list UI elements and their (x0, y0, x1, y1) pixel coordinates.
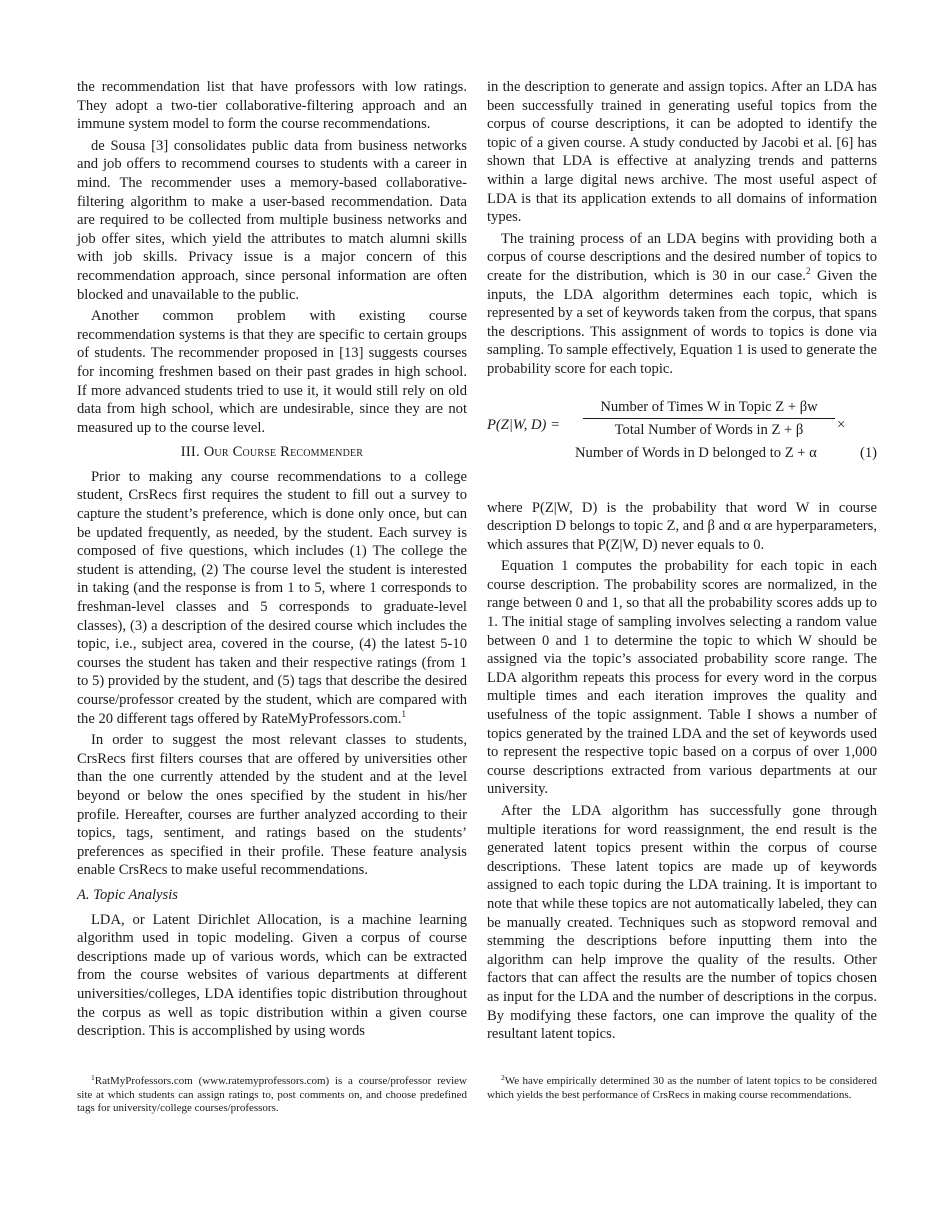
paragraph-text: Given the inputs, the LDA algorithm determines each topic, which is represented by a set of keywords taken from the corpus, that spans the descriptions. This assignment of words to topics is done via sampling. To sample effectively, Equation 1 is used to generate the probability score for each topic. (487, 267, 877, 377)
footnote-number: 1 (91, 1073, 95, 1082)
paragraph: Equation 1 computes the probability for each topic in each course description. The probability scores are normalized, in the range between 0 and 1, so that all the probability scores adds up to 1. The initial stage of sampling involves selecting a random value between 0 and 1 to determine the topic to which W should be assigned via the topic’s associated probability score range. The LDA algorithm repeats this process for every word in the corpus multiple times and each iteration improves the quality and usefulness of the topic assignment. Table I shows a number of topics generated by the trained LDA and the set of keywords used to represent the respective topic based on a corpus of over 1,000 course descriptions extracted from various departments at our university. (487, 558, 877, 798)
footnote-2 (487, 1075, 877, 1102)
paragraph: After the LDA algorithm has successfully gone through multiple iterations for word reassignment, the end result is the generated latent topics present within the corpus of course descriptions. These latent topics are made up of keywords assigned to each topic during the LDA training. It is important to note that while these topics are not automatically labeled, they can be manually created. Techniques such as stopword removal and stemming the descriptions before inputting them into the algorithm can help improve the quality of the results. Other factors that can affect the results are the number of topics chosen as input for the LDA and the number of descriptions in the corpus. By modifying these factors, one can improve the quality of the resultant latent topics. (487, 803, 877, 1043)
footnote-marker[interactable]: 2 (805, 265, 811, 276)
footnote-text: We have empirically determined 30 as the number of latent topics to be considered which yields the best performance of CrsRecs in making course recommendations. (487, 1075, 877, 1101)
fraction-bar (583, 418, 835, 419)
right-column (487, 78, 877, 1047)
left-column (77, 78, 467, 1044)
footnote-1 (77, 1075, 467, 1116)
subsection-heading: A. Topic Analysis (77, 886, 178, 903)
equation-second-line: Number of Words in D belonged to Z + α (575, 444, 817, 461)
equation-1 (487, 397, 877, 483)
footnote-marker[interactable]: 1 (401, 708, 406, 719)
section-heading (77, 443, 467, 462)
paragraph-text: Prior to making any course recommendations to a college student, CrsRecs first requires the student to fill out a survey to capture the student’s preference, which is done only once, but can be updated frequently, as needed, by the student. Each survey is composed of five questions, which includes (1) The college the student is attending, (2) The course level the student is interested in taking (and the response is from 1 to 5, where 1 corresponds to freshman-level classes and 5 corresponds to graduate-level classes), (3) a description of the desired course which includes the topic, i.e., subject area, covered in the course, (4) the latest 5-10 courses the student has taken and their respective ratings (from 1 to 5) provided by the student, and (5) tags that describe the desired course/professor created by the student, which are compared with the 20 different tags offered by RateMyProfessors.com. (77, 468, 467, 727)
paragraph: LDA, or Latent Dirichlet Allocation, is a machine learning algorithm used in topic modeling. Given a corpus of course descriptions made up of various words, which can be extracted from the course websites of various departments at different universities/colleges, LDA identifies topic distribution throughout the corpus as well as topic distribution within a given course description. This is accomplished by using words (77, 911, 467, 1040)
paragraph: In order to suggest the most relevant classes to students, CrsRecs first filters courses that are offered by universities other than the one currently attended by the student and at the level beyond or below the ones specified by the student in his/her profile. Hereafter, courses are further analyzed according to their topics, tags, sentiment, and ratings based on the students’ preferences as specified in their profile. These feature analysis enable CrsRecs to make useful recommendations. (77, 732, 467, 879)
section-number: III. (180, 444, 200, 461)
section-title: Our Course Recommender (203, 444, 364, 461)
equation-fraction (583, 397, 835, 440)
equation-denominator: Total Number of Words in Z + β (614, 421, 804, 438)
paragraph (487, 230, 877, 379)
equation-numerator: Number of Times W in Topic Z + βw (600, 398, 818, 415)
equation-number: (1) (859, 444, 877, 461)
paragraph: the recommendation list that have professors with low ratings. They adopt a two-tier collaborative-filtering approach and an immune system model to form the course recommendations. (77, 79, 467, 133)
times-symbol: × (837, 416, 846, 433)
footnote-number: 2 (501, 1073, 505, 1082)
paragraph-text: The training process of an LDA begins with providing both a corpus of course descriptions and the desired number of topics to create for the distribution, which is 30 in our case. (487, 230, 877, 284)
paragraph (77, 468, 467, 728)
paragraph: where P(Z|W, D) is the probability that word W in course description D belongs to topic Z, and β and α are hyperparameters, which assures that P(Z|W, D) never equals to 0. (487, 499, 877, 553)
paragraph: de Sousa [3] consolidates public data from business networks and job offers to recommend courses to students with a career in mind. The recommender uses a memory-based collaborative-filtering algorithm to make a user-based recommendation. Data are required to be collected from multiple business networks and job offer sites, which yield the attributes to match alumni skills with job skills. Privacy issue is a major concern of this recommendation approach, since personal information are often blocked and unavailable to the public. (77, 137, 467, 303)
paragraph: in the description to generate and assign topics. After an LDA has been successfully trained in generating useful topics from the corpus of course descriptions, it can be adopted to identify the topic of a given course. A study conducted by Jacobi et al. [6] has shown that LDA is effective at analyzing trends and patterns within a large digital news archive. The most useful aspect of LDA is that its application extends to all domains of information types. (487, 79, 877, 226)
equation-lhs: P(Z|W, D) = (487, 416, 560, 433)
footnote-text: RatMyProfessors.com (www.ratemyprofessors.com) is a course/professor review site at which students can assign ratings to, post comments on, and choose predefined tags for university/college courses/professors. (77, 1075, 467, 1114)
paragraph: Another common problem with existing course recommendation systems is that they are specific to certain groups of students. The recommender proposed in [13] suggests courses for incoming freshmen based on their past grades in high school. If more advanced students tried to use it, it would still rely on old data from high school, which are undesirable, since they are not measured up to the course level. (77, 308, 467, 436)
